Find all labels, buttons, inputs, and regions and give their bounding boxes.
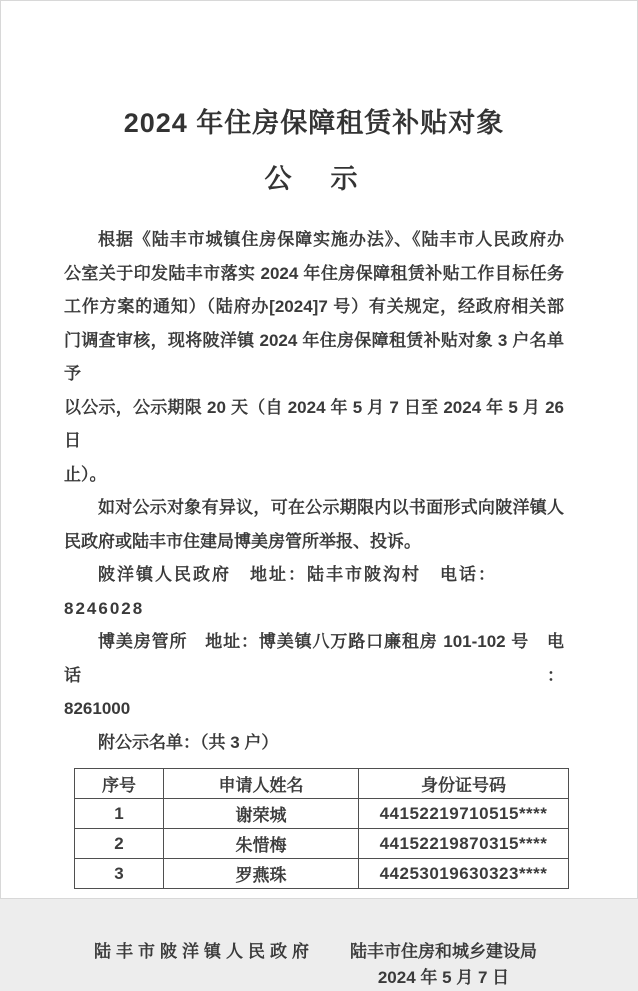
cell-id: 44152219710515****	[359, 799, 569, 829]
document-subtitle: 公 示	[264, 164, 364, 194]
cell-seq: 2	[75, 829, 164, 859]
contact-town-government: 陂洋镇人民政府 地址：陆丰市陂沟村 电话：8246028	[64, 565, 497, 618]
paragraph1-line: 以公示，公示期限 20 天（自 2024 年 5 月 7 日至 2024 年 5 月 26 日	[64, 397, 564, 450]
footer-issuer-town: 陆丰市陂洋镇人民政府	[94, 942, 314, 961]
paragraph1-line: 根据《陆丰市城镇住房保障实施办法》、《陆丰市人民政府办	[98, 230, 564, 249]
list-note: 附公示名单：（共 3 户）	[98, 732, 279, 752]
table-row	[75, 829, 569, 859]
footer-date: 2024 年 5 月 7 日	[377, 968, 510, 987]
column-header-id: 身份证号码	[359, 769, 569, 799]
paragraph2-line: 如对公示对象有异议，可在公示期限内以书面形式向陂洋镇人	[98, 498, 564, 517]
cell-seq: 3	[75, 859, 164, 889]
table-header-row	[75, 769, 569, 799]
cell-id: 44152219870315****	[359, 829, 569, 859]
footer-issuer-bureau: 陆丰市住房和城乡建设局	[350, 942, 537, 961]
table-row	[75, 799, 569, 829]
document-body	[64, 223, 564, 759]
paragraph1-line: 工作方案的通知）（陆府办[2024]7 号）有关规定，经政府相关部	[64, 297, 564, 316]
paragraph2-line: 民政府或陆丰市住建局博美房管所举报、投诉。	[64, 531, 421, 551]
applicants-table	[74, 768, 569, 889]
paragraph1-line: 止）。	[64, 464, 107, 484]
paragraph1-line: 门调查审核，现将陂洋镇 2024 年住房保障租赁补贴对象 3 户名单予	[64, 330, 564, 383]
document-content	[1, 105, 637, 889]
column-header-seq: 序号	[75, 769, 164, 799]
cell-name: 罗燕珠	[164, 859, 359, 889]
cell-id: 44253019630323****	[359, 859, 569, 889]
cell-name: 朱惜梅	[164, 829, 359, 859]
cell-name: 谢荣城	[164, 799, 359, 829]
contact-housing-office-phone: 8261000	[64, 699, 131, 718]
paragraph1-line: 公室关于印发陆丰市落实 2024 年住房保障租赁补贴工作目标任务	[64, 263, 564, 283]
table-row	[75, 859, 569, 889]
cell-seq: 1	[75, 799, 164, 829]
document-title: 2024 年住房保障租赁补贴对象	[123, 108, 505, 138]
footer-issuer-bureau-block	[350, 939, 537, 991]
document-footer	[1, 939, 637, 991]
contact-housing-office: 博美房管所 地址：博美镇八万路口廉租房 101-102 号 电话：	[64, 632, 564, 685]
column-header-name: 申请人姓名	[164, 769, 359, 799]
